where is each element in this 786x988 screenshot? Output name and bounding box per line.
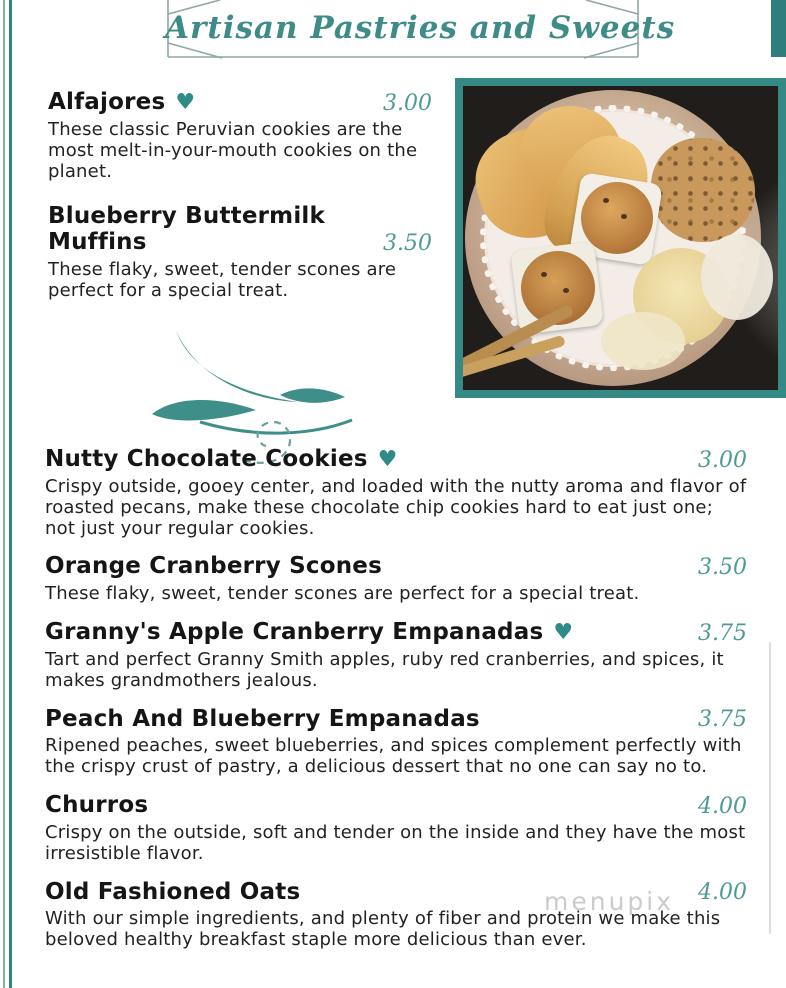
menu-item (48, 90, 432, 182)
blueberry-speckle (621, 214, 627, 219)
watermark: menupix (544, 887, 675, 916)
menu-item (45, 554, 747, 605)
menu-item-header (45, 447, 747, 473)
blueberry-speckle (563, 288, 569, 293)
menu-item-name: Old Fashioned Oats (45, 878, 301, 905)
menu-item-description: Crispy outside, gooey center, and loaded with the nutty aroma and flavor of roasted pecans, make these chocolate chip cookies hard to eat just one; not just your regular cookies. (45, 475, 747, 539)
menu-item-header (45, 793, 747, 819)
menu-item-price: 3.75 (698, 620, 747, 646)
menu-item-name: Nutty Chocolate Cookies (45, 446, 368, 472)
menu-item-name: Peach And Blueberry Empanadas (45, 705, 480, 732)
menu-item-price: 3.00 (698, 447, 747, 473)
menu-left-column (48, 90, 432, 324)
menu-item-name: Orange Cranberry Scones (45, 553, 382, 580)
menu-item-description: Tart and perfect Granny Smith apples, ruby red cranberries, and spices, it makes grandmothers jealous. (45, 648, 724, 691)
menu-item (45, 447, 747, 539)
menu-item-price: 3.50 (383, 230, 432, 256)
left-page-rule-outer (3, 0, 5, 988)
oatmeal-cookie (651, 138, 755, 242)
menu-item-name: Granny's Apple Cranberry Empanadas (45, 619, 544, 645)
heart-icon: ♥ (553, 619, 574, 645)
menu-item-header (48, 204, 432, 256)
blueberry-speckle (603, 198, 609, 203)
menu-item-description: Ripened peaches, sweet blueberries, and spices complement perfectly with the crispy crust of pastry, a delicious dessert that no one can say no to. (45, 735, 742, 778)
menu-item-price: 3.50 (698, 555, 747, 581)
menu-item (45, 793, 747, 865)
menu-item (48, 204, 432, 301)
menu-item-price: 4.00 (698, 793, 747, 819)
blueberry-speckle (541, 272, 547, 277)
menu-item-price: 4.00 (698, 880, 747, 906)
muffin (581, 182, 653, 254)
menu-item (45, 620, 747, 692)
menu-item-header (45, 620, 747, 646)
menu-item-header (45, 707, 747, 733)
menu-item-price: 3.75 (698, 707, 747, 733)
menu-item-name: Alfajores (48, 89, 166, 115)
powdered-cookie (601, 312, 685, 370)
heart-icon: ♥ (175, 89, 196, 115)
header-banner (0, 0, 786, 64)
menu-item-description: These flaky, sweet, tender scones are perfect for a special treat. (48, 258, 397, 301)
pastry-photo (455, 78, 786, 398)
right-page-edge-line (769, 642, 771, 934)
page-title: Artisan Pastries and Sweets (165, 10, 676, 46)
menu-item-header (45, 554, 747, 580)
heart-icon: ♥ (377, 446, 398, 472)
menu-item-price: 3.00 (383, 90, 432, 116)
menu-item-description: These flaky, sweet, tender scones are perfect for a special treat. (45, 583, 640, 605)
menu-item (45, 707, 747, 779)
menu-item-description: With our simple ingredients, and plenty of fiber and protein we make this beloved healthy breakfast staple more delicious than ever. (45, 908, 721, 951)
menu-item-description: These classic Peruvian cookies are the most melt-in-your-mouth cookies on the planet. (48, 118, 418, 182)
menu-item-name: Churros (45, 792, 149, 818)
menu-item-description: Crispy on the outside, soft and tender on the inside and they have the most irresistible flavor. (45, 821, 746, 864)
menu-item-header (48, 90, 432, 116)
menu-item-name: Blueberry Buttermilk Muffins (48, 203, 326, 256)
left-page-rule-inner (9, 0, 12, 988)
